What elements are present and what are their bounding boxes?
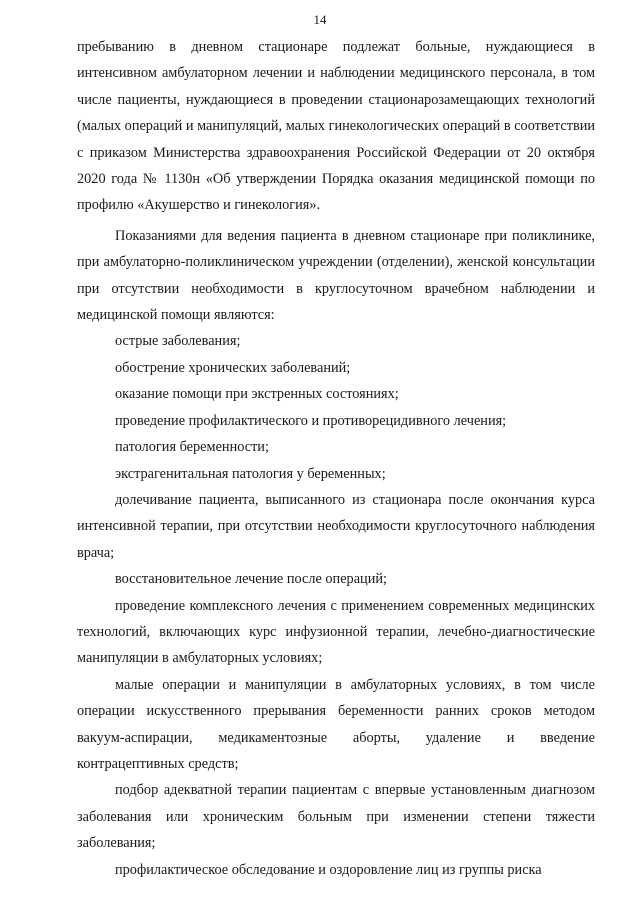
list-item-preventive-examination: профилактическое обследование и оздоровление лиц из группы риска	[115, 861, 542, 878]
document-body	[77, 34, 595, 883]
paragraph-continuation: пребыванию в дневном стационаре подлежат больные, нуждающиеся в интенсивном амбулаторном лечении и наблюдении медицинского персонала, в том числе пациенты, нуждающиеся в проведении стационарозамещающих технологий (малых операций и манипуляций, малых гинекологических операций в соответствии с приказом Министерства здравоохранения Российской Федерации от 20 октября 2020 года № 1130н «Об утверждении Порядка оказания медицинской помощи по профилю «Акушерство и гинекология».	[77, 39, 595, 214]
list-item-emergency-care: оказание помощи при экстренных состояниях;	[115, 386, 399, 403]
list-item-preventive-treatment: проведение профилактического и противорецидивного лечения;	[115, 412, 507, 429]
list-item-chronic-exacerbation: обострение хронических заболеваний;	[115, 359, 351, 376]
page-number: 14	[313, 12, 327, 27]
list-item-aftercare: долечивание пациента, выписанного из стационара после окончания курса интенсивной терапии, при отсутствии необходимости круглосуточного наблюдения врача;	[77, 491, 595, 561]
list-item-extragenital-pathology: экстрагенитальная патология у беременных;	[115, 465, 386, 482]
list-item-therapy-selection: подбор адекватной терапии пациентам с впервые установленным диагнозом заболевания или хроническим больным при изменении степени тяжести заболевания;	[77, 782, 595, 852]
list-item-postoperative-recovery: восстановительное лечение после операций;	[115, 571, 387, 588]
paragraph-indications-intro: Показаниями для ведения пациента в дневном стационаре при поликлинике, при амбулаторно-поликлиническом учреждении (отделении), женской консультации при отсутствии необходимости в круглосуточном врачебном наблюдении и медицинской помощи являются:	[77, 227, 595, 324]
list-item-acute-diseases: острые заболевания;	[115, 333, 241, 350]
list-item-minor-operations: малые операции и манипуляции в амбулаторных условиях, в том числе операции искусственного прерывания беременности ранних сроков методом вакуум-аспирации, медикаментозные аборты, удаление и введение контрацептивных средств;	[77, 676, 595, 772]
list-item-complex-treatment: проведение комплексного лечения с применением современных медицинских технологий, включающих курс инфузионной терапии, лечебно-диагностические манипуляции в амбулаторных условиях;	[77, 597, 595, 667]
list-item-pregnancy-pathology: патология беременности;	[115, 439, 269, 456]
